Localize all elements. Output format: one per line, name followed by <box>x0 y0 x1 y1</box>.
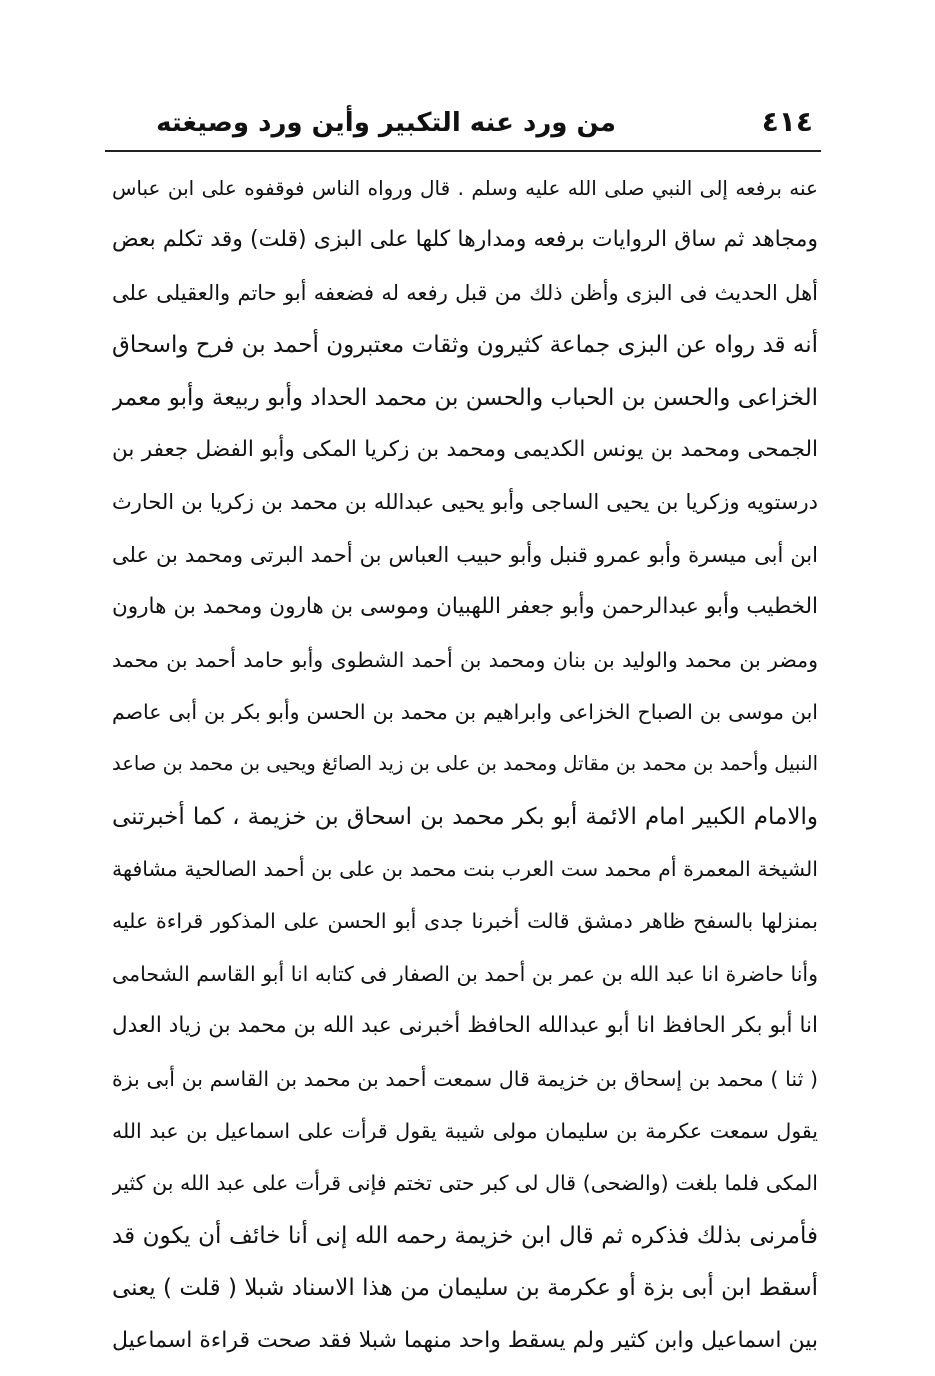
text-line: الخطيب وأبو عبدالرحمن وأبو جعفر اللهبيان وموسى بن هارون ومحمد بن هارون <box>112 594 818 620</box>
text-line: درستويه وزكريا بن يحيى الساجى وأبو يحيى عبدالله بن محمد بن زكريا بن الحارث <box>112 490 818 515</box>
text-line: عنه برفعه إلى النبي صلى الله عليه وسلم . قال ورواه الناس فوقفوه على ابن عباس <box>112 176 818 200</box>
text-line: بين اسماعيل وابن كثير ولم يسقط واحد منهما شبلا فقد صحت قراءة اسماعيل <box>112 1327 818 1353</box>
text-line: بمنزلها بالسفح ظاهر دمشق قالت أخبرنا جدى أبو الحسن على المذكور قراءة عليه <box>112 909 818 934</box>
text-line: انا أبو بكر الحافظ انا أبو عبدالله الحافظ أخبرنى عبد الله بن محمد بن زياد العدل <box>112 1013 818 1039</box>
running-title: من ورد عنه التكبير وأين ورد وصيغته <box>156 108 616 138</box>
text-line: والامام الكبير امام الائمة أبو بكر محمد بن اسحاق بن خزيمة ، كما أخبرتنى <box>112 803 818 830</box>
text-line: ( ثنا ) محمد بن إسحاق بن خزيمة قال سمعت أحمد بن محمد بن القاسم بن أبى بزة <box>112 1066 818 1091</box>
text-line: الخزاعى والحسن بن الحباب والحسن بن محمد الحداد وأبو ربيعة وأبو معمر <box>112 384 818 411</box>
text-line: أنه قد رواه عن البزى جماعة كثيرون وثقات معتبرون أحمد بن فرح واسحاق <box>112 332 818 359</box>
text-line: فأمرنى بذلك فذكره ثم قال ابن خزيمة رحمه الله إنى أنا خائف أن يكون قد <box>112 1222 818 1249</box>
text-line: المكى فلما بلغت (والضحى) قال لى كبر حتى تختم فإنى قرأت على عبد الله بن كثير <box>112 1171 818 1196</box>
text-line: أسقط ابن أبى بزة أو عكرمة بن سليمان من هذا الاسناد شبلا ( قلت ) يعنى <box>112 1275 818 1302</box>
text-line: أهل الحديث فى البزى وأظن ذلك من قبل رفعه له فضعفه أبو حاتم والعقيلى على <box>112 280 818 305</box>
text-line: الجمحى ومحمد بن يونس الكديمى ومحمد بن زكريا المكى وأبو الفضل جعفر بن <box>112 436 818 462</box>
text-line: يقول سمعت عكرمة بن سليمان مولى شيبة يقول قرأت على اسماعيل بن عبد الله <box>112 1119 818 1144</box>
body-text <box>112 162 818 1367</box>
text-line: ابن أبى ميسرة وأبو عمرو قنبل وأبو حبيب العباس بن أحمد البرتى ومحمد بن على <box>112 542 818 567</box>
text-line: ومجاهد ثم ساق الروايات برفعه ومدارها كلها على البزى (قلت) وقد تكلم بعض <box>112 227 818 253</box>
text-line: ابن موسى بن الصباح الخزاعى وابراهيم بن محمد بن الحسن وأبو بكر بن أبى عاصم <box>112 699 818 724</box>
text-line: النبيل وأحمد بن محمد بن مقاتل ومحمد بن على بن زيد الصائغ ويحيى بن محمد بن صاعد <box>112 752 818 776</box>
header-rule <box>105 150 821 152</box>
page-header <box>105 102 821 142</box>
page-number: ٤١٤ <box>761 105 813 138</box>
text-line: ومضر بن محمد والوليد بن بنان ومحمد بن أحمد الشطوى وأبو حامد أحمد بن محمد <box>112 647 818 672</box>
text-line: وأنا حاضرة انا عبد الله بن عمر بن أحمد بن الصفار فى كتابه انا أبو القاسم الشحامى <box>112 961 818 986</box>
text-line: الشيخة المعمرة أم محمد ست العرب بنت محمد بن على بن أحمد الصالحية مشافهة <box>112 857 818 882</box>
